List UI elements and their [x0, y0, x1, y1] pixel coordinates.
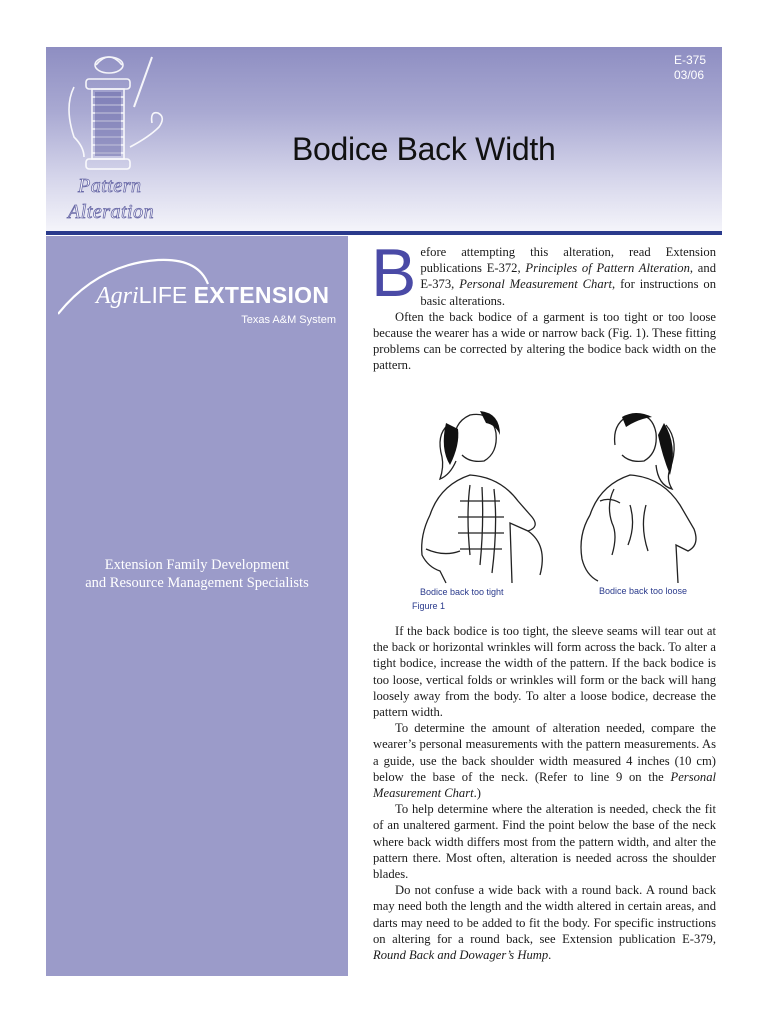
- caption-too-loose: Bodice back too loose: [599, 586, 688, 596]
- paragraph-amount: To determine the amount of alteration needed, compare the wearer’s personal measurements with the pattern measurements. As a guide, use the back shoulder width measured 4 inches (10 cm) below the base of the neck. (Refer to line 9 on the Personal Measurement Chart.): [373, 721, 716, 801]
- figure-1: [400, 405, 716, 615]
- publication-date: 03/06: [673, 68, 704, 82]
- drop-cap: B: [371, 235, 417, 311]
- figure-number: Figure 1: [412, 601, 446, 611]
- agrilife-subtitle: Texas A&M System: [241, 314, 336, 326]
- header-banner: [46, 47, 722, 231]
- caption-too-tight: Bodice back too tight: [420, 587, 504, 597]
- intro-text: [371, 235, 716, 374]
- logo-word-pattern: Pattern: [78, 175, 142, 197]
- bodice-illustration: [400, 405, 716, 585]
- intro-paragraph: Before attempting this alteration, read Extension publications E-372, Principles of Pattern Alteration, and E-373, Personal Measurement Chart, for instructions on basic alterations.: [371, 235, 716, 311]
- sidebar-credit: Extension Family Development and Resource Management Specialists: [85, 557, 309, 591]
- main-text: [373, 623, 716, 963]
- pattern-alteration-logo: [54, 47, 184, 231]
- intro-paragraph-2: Often the back bodice of a garment is too tight or too loose because the wearer has a wide or narrow back (Fig. 1). These fitting problems can be corrected by altering the bodice back width on the pattern.: [373, 309, 716, 373]
- paragraph-round-back: Do not confuse a wide back with a round back. A round back may need both the length and the width altered in certain areas, and darts may need to be added to fit the body. For specific instructions on altering for a round back, see Extension publication E-379, Round Back and Dowager’s Hump.: [373, 883, 716, 963]
- sidebar-panel: [46, 236, 348, 976]
- agrilife-wordmark: AgriLIFE EXTENSION: [96, 282, 330, 309]
- publication-number: E-375: [673, 53, 706, 67]
- agrilife-logo: [58, 254, 340, 344]
- paragraph-tight-loose: If the back bodice is too tight, the sleeve seams will tear out at the back or horizontal wrinkles will form across the back. To alter a tight bodice, increase the width of the pattern. If the back bodice is too loose, vertical folds or wrinkles will form or the back will hang loosely away from the body. To alter a loose bodice, decrease the pattern width.: [373, 624, 716, 720]
- publication-code: [674, 53, 706, 83]
- paragraph-where: To help determine where the alteration is needed, check the fit of an unaltered garment. Find the point below the base of the neck where back width differs most from the pattern width, and alter the pattern there. Most often, alteration is needed across the shoulder blades.: [373, 802, 716, 882]
- logo-word-alteration: Alteration: [68, 201, 155, 223]
- page-title: Bodice Back Width: [292, 131, 556, 167]
